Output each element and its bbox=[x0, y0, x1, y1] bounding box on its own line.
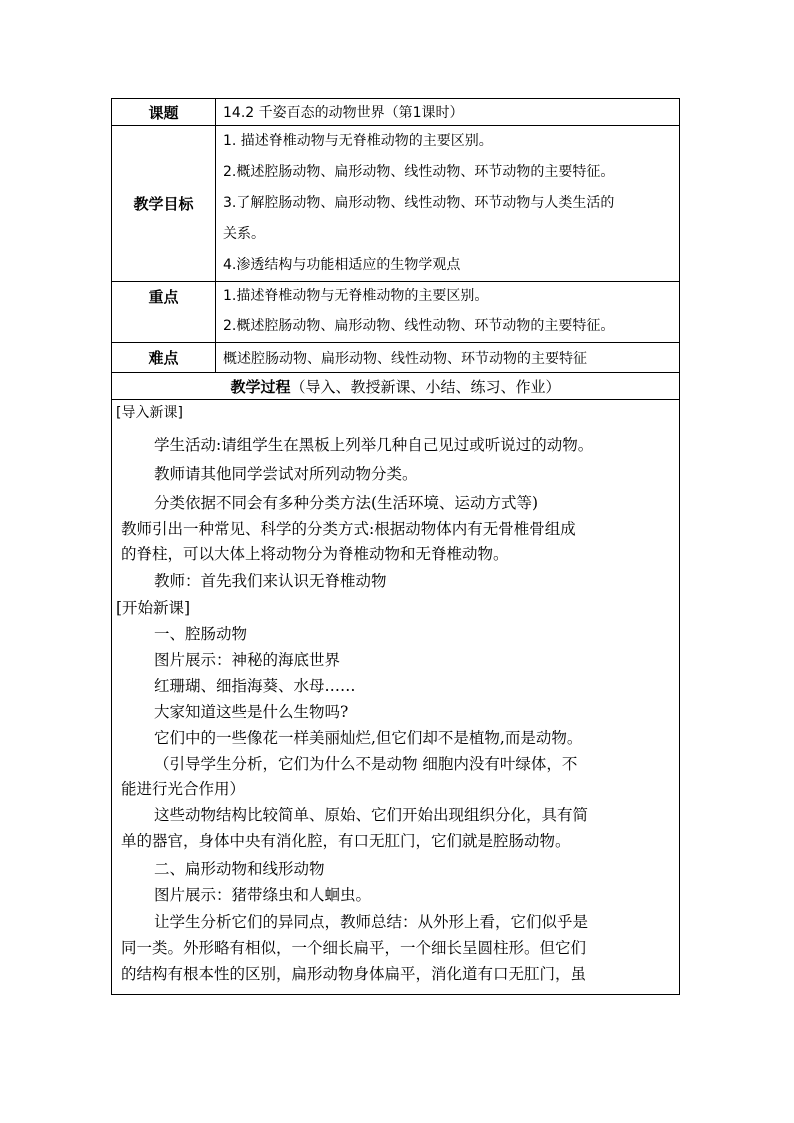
goals-cell bbox=[216, 126, 680, 282]
body-line: （引导学生分析，它们为什么不是动物 细胞内没有叶绿体，不 bbox=[154, 755, 578, 773]
process-detail: （导入、教授新课、小结、练习、作业） bbox=[290, 377, 561, 396]
key-row bbox=[112, 282, 680, 343]
body-line: 单的器官，身体中央有消化腔，有口无肛门，它们就是腔肠动物。 bbox=[121, 832, 571, 850]
lesson-plan-table bbox=[111, 98, 680, 995]
new-lesson-heading: [开始新课] bbox=[116, 599, 191, 617]
body-line: 图片展示：猪带绦虫和人蛔虫。 bbox=[154, 886, 372, 904]
topic-label: 课题 bbox=[112, 99, 216, 126]
key-point-line: 1.描述脊椎动物与无脊椎动物的主要区别。 bbox=[223, 288, 489, 304]
body-line: 这些动物结构比较简单、原始、它们开始出现组织分化，具有简 bbox=[154, 806, 589, 824]
topic-row bbox=[112, 99, 680, 126]
key-cell bbox=[216, 282, 680, 343]
process-header bbox=[112, 373, 680, 400]
goals-row bbox=[112, 126, 680, 282]
body-line: 它们中的一些像花一样美丽灿烂,但它们却不是植物,而是动物。 bbox=[154, 729, 583, 747]
key-point-line: 2.概述腔肠动物、扁形动物、线性动物、环节动物的主要特征。 bbox=[223, 318, 615, 334]
body-row bbox=[112, 400, 680, 995]
goal-line: 2.概述腔肠动物、扁形动物、线性动物、环节动物的主要特征。 bbox=[223, 164, 615, 180]
process-row bbox=[112, 373, 680, 400]
goal-line: 关系。 bbox=[223, 226, 265, 242]
topic-value: 14.2 千姿百态的动物世界（第1课时） bbox=[216, 99, 680, 126]
process-title: 教学过程 bbox=[230, 377, 291, 396]
process-body-cell bbox=[112, 400, 680, 995]
body-line: 教师请其他同学尝试对所列动物分类。 bbox=[154, 465, 418, 483]
body-line: 大家知道这些是什么生物吗? bbox=[154, 703, 349, 721]
body-line: 能进行光合作用） bbox=[121, 780, 246, 798]
body-line: 分类依据不同会有多种分类方法(生活环境、运动方式等) bbox=[154, 494, 539, 512]
body-line: 学生活动:请组学生在黑板上列举几种自己见过或听说过的动物。 bbox=[154, 436, 594, 454]
goals-label: 教学目标 bbox=[112, 126, 216, 282]
body-line: 图片展示：神秘的海底世界 bbox=[154, 651, 341, 669]
goal-line: 3.了解腔肠动物、扁形动物、线性动物、环节动物与人类生活的 bbox=[223, 195, 615, 211]
difficulty-label: 难点 bbox=[112, 343, 216, 373]
body-line: 教师引出一种常见、科学的分类方式:根据动物体内有无骨椎骨组成 bbox=[121, 520, 576, 538]
difficulty-row bbox=[112, 343, 680, 373]
process-body bbox=[112, 400, 679, 994]
goal-line: 4.渗透结构与功能相适应的生物学观点 bbox=[223, 257, 461, 273]
intro-heading: [导入新课] bbox=[116, 405, 183, 421]
body-line: 红珊瑚、细指海葵、水母…… bbox=[154, 677, 356, 695]
key-label: 重点 bbox=[112, 282, 216, 343]
body-line: 一、腔肠动物 bbox=[154, 625, 248, 643]
body-line: 同一类。外形略有相似，一个细长扁平，一个细长呈圆柱形。但它们 bbox=[121, 939, 587, 957]
body-line: 的脊柱，可以大体上将动物分为脊椎动物和无脊椎动物。 bbox=[121, 545, 509, 563]
body-line: 教师：首先我们来认识无脊椎动物 bbox=[154, 572, 387, 590]
body-line: 让学生分析它们的异同点，教师总结：从外形上看，它们似乎是 bbox=[154, 913, 589, 931]
body-line: 的结构有根本性的区别，扁形动物身体扁平，消化道有口无肛门，虽 bbox=[121, 965, 587, 983]
difficulty-value: 概述腔肠动物、扁形动物、线性动物、环节动物的主要特征 bbox=[216, 343, 680, 373]
goal-line: 1. 描述脊椎动物与无脊椎动物的主要区别。 bbox=[223, 133, 493, 149]
body-line: 二、扁形动物和线形动物 bbox=[154, 860, 325, 878]
